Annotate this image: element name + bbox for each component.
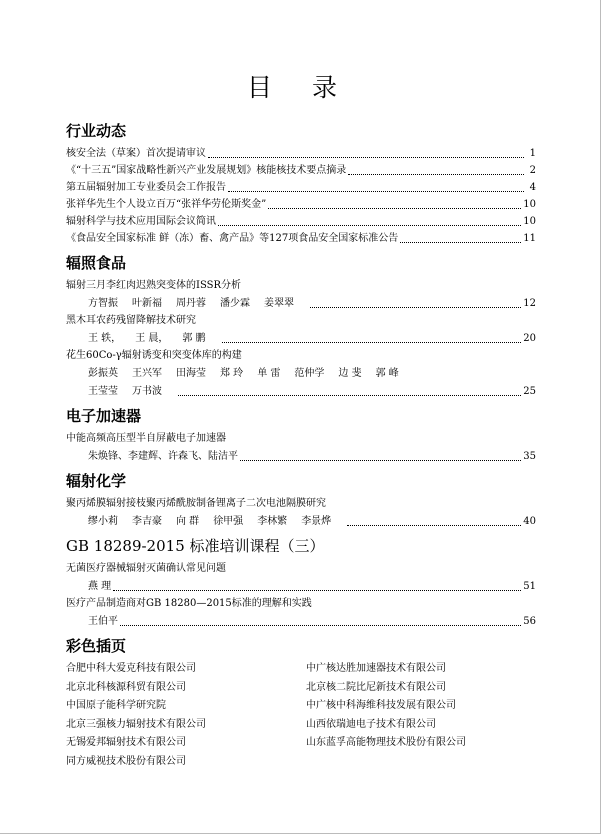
article-title: 聚丙烯膜辐射接枝聚丙烯酰胺制备锂离子二次电池隔膜研究	[66, 498, 326, 509]
toc-article[interactable]	[66, 560, 536, 595]
entry-page: 11	[523, 233, 536, 244]
page-title: 目 录	[247, 73, 353, 102]
leader-dots	[240, 460, 521, 461]
author-name: 王伯平	[88, 616, 118, 627]
author-name: 郑 玲	[220, 368, 244, 379]
leader-dots	[120, 625, 521, 626]
section-heading-gb: GB 18289-2015 标准培训课程（三）	[66, 537, 325, 555]
toc-article[interactable]	[66, 495, 536, 530]
leader-dots	[208, 157, 524, 158]
article-authors	[66, 383, 536, 400]
section-heading-electron: 电子加速器	[66, 407, 142, 425]
entry-page: 56	[523, 616, 536, 627]
section-heading-news: 行业动态	[66, 122, 127, 140]
leader-dots	[268, 208, 521, 209]
article-title: 中能高频高压型半自屏蔽电子加速器	[66, 433, 226, 444]
author-name: 王 轶，	[88, 333, 122, 344]
author-name: 田海莹	[176, 368, 206, 379]
entry-page: 51	[523, 581, 536, 592]
article-authors	[66, 613, 536, 630]
entry-page: 12	[523, 298, 536, 309]
toc-entry[interactable]	[66, 196, 536, 213]
toc-article[interactable]	[66, 312, 536, 347]
author-name: 姜翠翠	[264, 298, 294, 309]
sponsor-company: 中广核中科海维科技发展有限公司	[306, 700, 456, 711]
article-title: 花生60Co-γ辐射诱变和突变体库的构建	[66, 350, 242, 361]
article-title: 无菌医疗器械辐射灭菌确认常见问题	[66, 563, 226, 574]
toc-entry[interactable]	[66, 162, 536, 179]
entry-title: 《食品安全国家标准 鲜（冻）畜、禽产品》等127项食品安全国家标准公告	[66, 233, 399, 244]
entry-page: 2	[529, 165, 536, 176]
leader-dots	[113, 590, 521, 591]
toc-article[interactable]	[66, 595, 536, 630]
leader-dots	[348, 174, 524, 175]
sponsor-company: 山西依瑞迪电子技术有限公司	[306, 718, 436, 730]
article-title: 黑木耳农药残留降解技术研究	[66, 315, 196, 326]
entry-title: 核安全法（草案）首次提请审议	[66, 148, 206, 159]
toc-content	[66, 121, 536, 771]
entry-page: 10	[523, 199, 536, 210]
news-entries	[66, 145, 536, 247]
leader-dots	[400, 242, 521, 243]
sponsor-company: 同方威视技术股份有限公司	[66, 755, 186, 767]
article-title: 医疗产品制造商对GB 18280—2015标准的理解和实践	[66, 598, 312, 609]
sponsor-company: 中广核达胜加速器技术有限公司	[306, 663, 446, 674]
entry-page: 20	[523, 333, 536, 344]
author-name: 彭振英	[88, 368, 118, 379]
toc-entry[interactable]	[66, 145, 536, 162]
author-name: 王 晨，	[135, 333, 169, 344]
author-name: 徐甲强	[213, 516, 244, 527]
toc-article[interactable]	[66, 430, 536, 465]
article-authors	[66, 330, 536, 347]
article-title: 辐射三月李红肉迟熟突变体的ISSR分析	[66, 280, 242, 291]
author-name: 李景烨	[301, 516, 332, 527]
author-name: 朱焕锋、李建辉、许森飞、陆洁平	[88, 451, 238, 462]
author-name: 缪小莉	[88, 516, 118, 527]
author-name: 王莹莹	[88, 386, 118, 397]
section-heading-chem: 辐射化学	[66, 472, 127, 490]
author-name: 李林繁	[257, 516, 288, 527]
article-authors	[66, 295, 536, 312]
sponsor-company: 中国原子能科学研究院	[66, 700, 166, 711]
leader-dots	[218, 225, 521, 226]
entry-page: 1	[529, 148, 536, 159]
article-authors	[66, 448, 536, 465]
entry-page: 4	[529, 182, 536, 193]
author-name: 万书波	[132, 386, 162, 397]
entry-title: 辐射科学与技术应用国际会议简讯	[66, 216, 216, 227]
sponsor-company: 合肥中科大爱克科技有限公司	[66, 663, 196, 674]
toc-article[interactable]	[66, 277, 536, 312]
leader-dots	[310, 307, 521, 308]
author-name: 单 雷	[257, 368, 281, 379]
author-name: 燕 理	[88, 581, 112, 592]
toc-article[interactable]	[66, 347, 536, 400]
leader-dots	[222, 342, 522, 343]
author-name: 范仲学	[294, 368, 325, 379]
author-name: 王兴军	[132, 368, 162, 379]
toc-entry[interactable]	[66, 230, 536, 247]
toc-entry[interactable]	[66, 179, 536, 196]
sponsor-company: 山东蓝孚高能物理技术股份有限公司	[306, 737, 466, 748]
leader-dots	[228, 191, 524, 192]
author-name: 潘少霖	[220, 298, 250, 309]
author-name: 郭 峰	[375, 368, 399, 379]
sponsor-company: 北京北科核源科贸有限公司	[66, 681, 186, 693]
entry-title: 第五届辐射加工专业委员会工作报告	[66, 182, 226, 193]
leader-dots	[347, 525, 521, 526]
leader-dots	[178, 395, 521, 396]
author-name: 边 斐	[338, 368, 362, 379]
entry-page: 10	[523, 216, 536, 227]
sponsor-company: 北京三强核力辐射技术有限公司	[66, 718, 206, 730]
toc-entry[interactable]	[66, 213, 536, 230]
entry-page: 35	[523, 451, 536, 462]
sponsor-company: 北京核二院比尼新技术有限公司	[306, 681, 446, 693]
entry-page: 25	[523, 386, 536, 397]
sponsor-list	[66, 660, 536, 771]
article-authors	[66, 513, 536, 530]
article-authors	[66, 365, 536, 383]
entry-page: 40	[523, 516, 536, 527]
author-name: 周丹蓉	[176, 298, 206, 309]
author-name: 向 群	[176, 516, 200, 527]
author-name: 叶新福	[132, 298, 162, 309]
entry-title: 《“十三五”国家战略性新兴产业发展规划》核能核技术要点摘录	[66, 165, 347, 176]
article-authors	[66, 578, 536, 595]
author-name: 郭 鹏	[182, 333, 206, 344]
section-heading-food: 辐照食品	[66, 254, 127, 272]
author-name: 李吉豪	[132, 516, 162, 527]
sponsor-company: 无锡爱邦辐射技术有限公司	[66, 737, 186, 748]
entry-title: 张祥华先生个人设立百万“张祥华劳伦斯奖金”	[66, 199, 267, 210]
section-heading-color: 彩色插页	[66, 637, 127, 655]
author-name: 方智振	[88, 298, 118, 309]
